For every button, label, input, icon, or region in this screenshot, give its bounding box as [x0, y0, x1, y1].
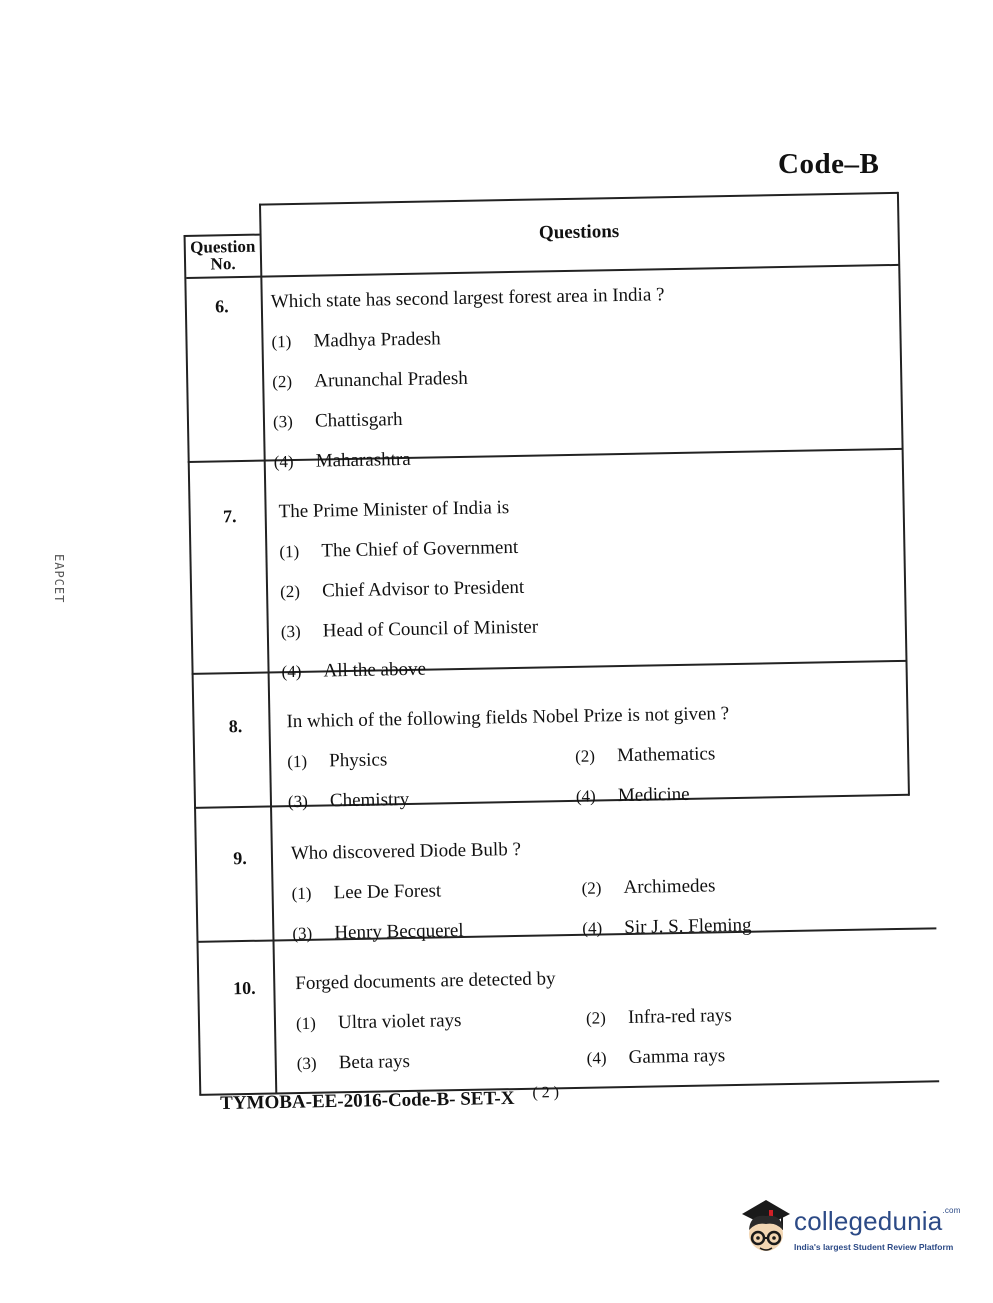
option: (3) Henry Becquerel [292, 919, 464, 944]
header-questions: Questions [538, 221, 620, 244]
option: (2) Infra-red rays [585, 1005, 733, 1028]
option: (4) All the above [281, 658, 427, 682]
logo-tagline: India's largest Student Review Platform [794, 1242, 954, 1252]
option: (2) Mathematics [574, 743, 716, 767]
question-text: The Prime Minister of India is [278, 497, 510, 523]
question-sheet [183, 192, 914, 1095]
header-question-no: Question No. [190, 236, 256, 274]
rule-left [184, 235, 201, 1095]
option: (4) Maharashtra [273, 448, 411, 472]
option: (4) Medicine [575, 783, 690, 807]
option: (3) Beta rays [296, 1050, 411, 1074]
rule-header [186, 264, 899, 279]
question-table [183, 192, 914, 1095]
option: (2) Arunanchal Pradesh [272, 367, 468, 392]
logo-wordmark: collegedunia$^{.com}$ [794, 1206, 961, 1236]
footer-code [220, 1084, 560, 1115]
option: (3) Chemistry [287, 788, 410, 812]
question-text: Forged documents are detected by [295, 968, 556, 995]
option: (4) Sir J. S. Fleming [582, 914, 752, 939]
option: (2) Archimedes [581, 875, 716, 899]
code-label: Code–B [778, 148, 880, 180]
option: (4) Gamma rays [586, 1045, 726, 1068]
question-number: 10. [232, 977, 256, 999]
option: (1) Physics [287, 749, 388, 772]
question-text: In which of the following fields Nobel Prize is not given ? [286, 703, 730, 733]
option: (3) Chattisgarh [272, 409, 403, 432]
rule-top [259, 192, 898, 205]
option: (1) Lee De Forest [291, 880, 442, 904]
option: (1) Ultra violet rays [295, 1010, 462, 1034]
option: (1) Madhya Pradesh [271, 328, 441, 352]
option: (1) The Chief of Government [279, 536, 519, 562]
question-number: 7. [222, 506, 237, 527]
question-number: 6. [214, 296, 229, 317]
option: (3) Head of Council of Minister [280, 616, 539, 642]
footer-set-code: TYMOBA-EE-2016-Code-B- SET-X [220, 1087, 515, 1114]
rule-right [897, 192, 910, 796]
question-text: Which state has second largest forest area in India ? [270, 284, 665, 313]
collegedunia-logo[interactable] [736, 1196, 966, 1268]
question-number: 9. [233, 847, 247, 869]
question-text: Who discovered Diode Bulb ? [290, 838, 522, 865]
option: (2) Chief Advisor to President [279, 576, 525, 602]
question-number: 8. [228, 716, 243, 737]
page-number: ( 2 ) [532, 1084, 560, 1102]
mascot-icon [736, 1196, 794, 1258]
margin-scan-mark: EAPCET [52, 554, 66, 604]
